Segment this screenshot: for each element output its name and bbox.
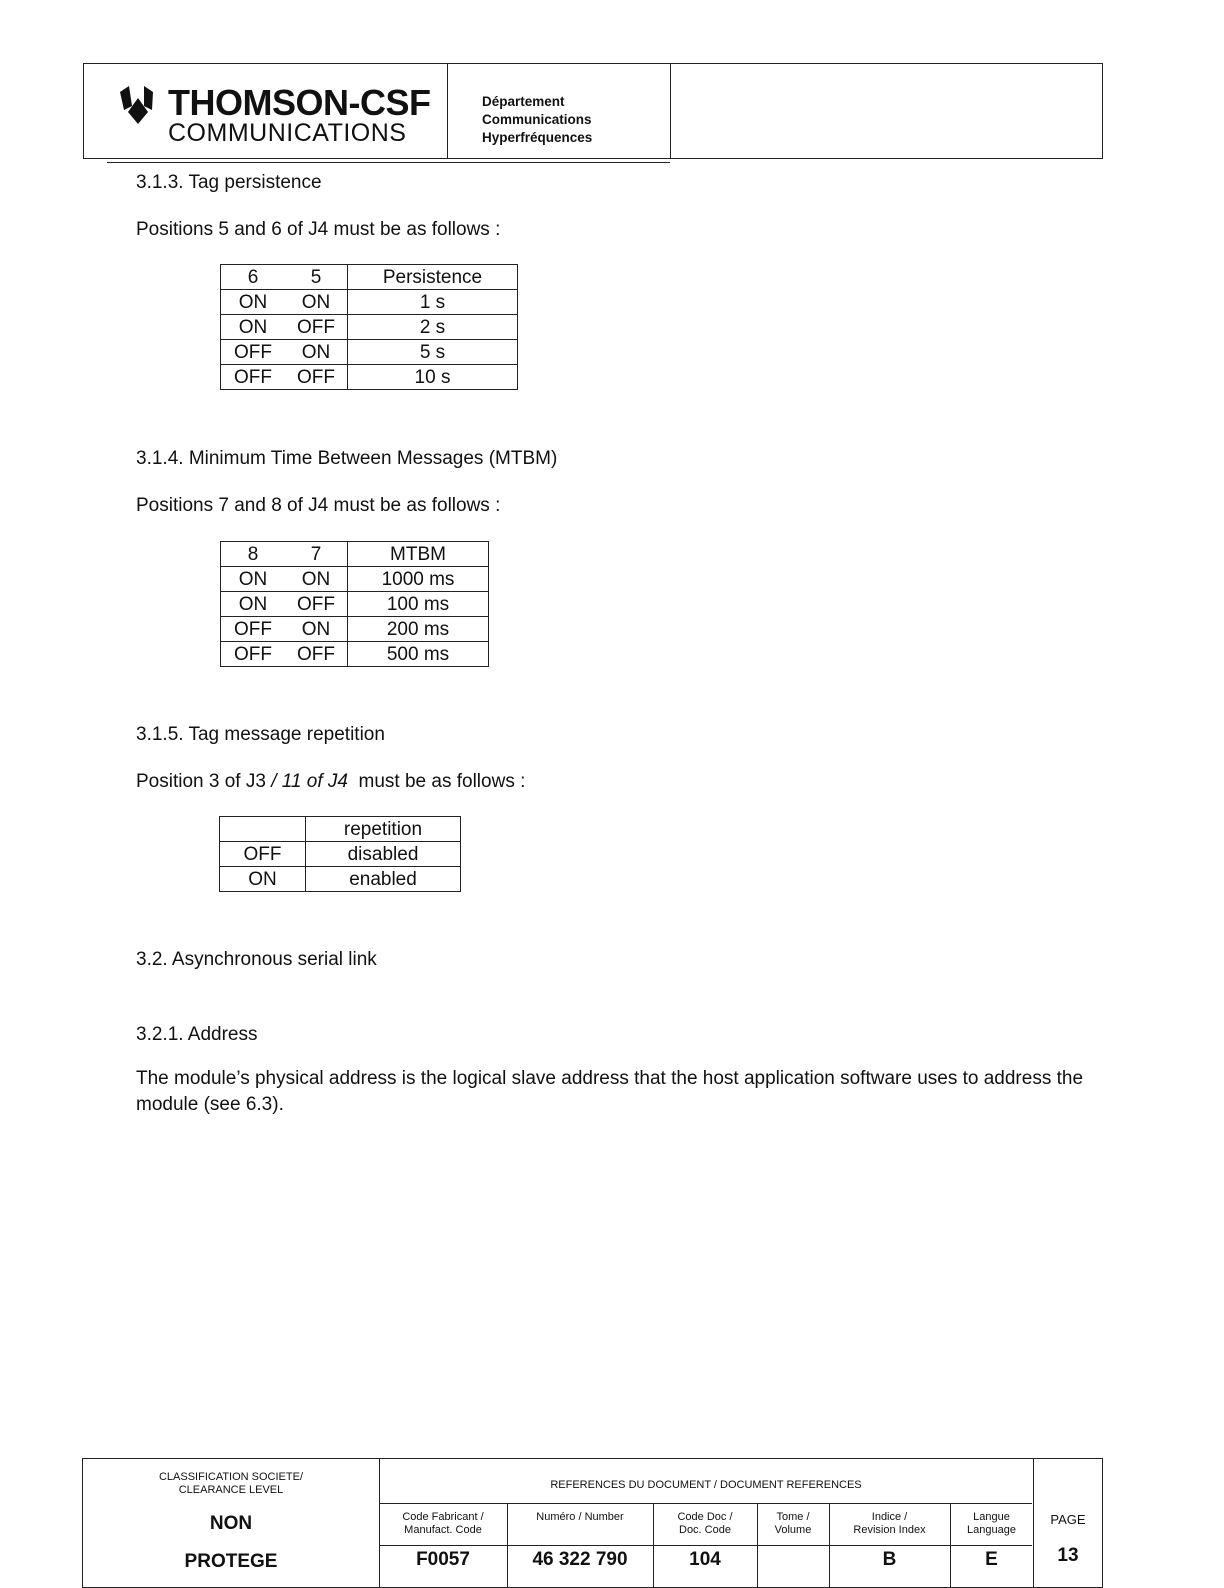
table-cell: ON [221, 592, 286, 617]
volume-label: Tome / Volume [774, 1511, 812, 1536]
table-cell: 100 ms [348, 592, 489, 617]
table-cell: OFF [285, 315, 348, 340]
table-cell: ON [221, 290, 286, 315]
table-row [221, 592, 489, 617]
section-heading-3-1-4: 3.1.4. Minimum Time Between Messages (MTBM) [136, 448, 558, 469]
department-line: Département [482, 94, 565, 109]
revision-index-label: Indice / Revision Index [853, 1511, 926, 1536]
department-block [482, 93, 592, 147]
table-cell: 1000 ms [348, 567, 489, 592]
page-number: 13 [1057, 1545, 1079, 1566]
table-header-row [221, 542, 489, 567]
footer-frame [82, 1458, 1103, 1588]
table-row [221, 290, 518, 315]
page-label: PAGE [1050, 1512, 1086, 1527]
manufacturer-code-label: Code Fabricant / Manufact. Code [402, 1511, 484, 1536]
section-intro-3-1-5 [136, 770, 525, 794]
table-cell: OFF [221, 365, 286, 390]
header-divider [107, 162, 670, 163]
clearance-value-line2: PROTEGE [184, 1551, 278, 1572]
table-header-cell [220, 817, 306, 842]
number-value: 46 322 790 [532, 1549, 628, 1570]
doc-code-label: Code Doc / Doc. Code [677, 1511, 733, 1536]
table-header-row [220, 817, 461, 842]
table-header-cell: repetition [306, 817, 461, 842]
table-cell: ON [220, 867, 306, 892]
section-heading-3-1-5: 3.1.5. Tag message repetition [136, 724, 385, 745]
table-cell: 1 s [348, 290, 518, 315]
intro-italic-text: / 11 of J4 [271, 771, 348, 792]
section-heading-3-2-1: 3.2.1. Address [136, 1024, 258, 1045]
table-row [220, 842, 461, 867]
table-cell: OFF [221, 617, 286, 642]
intro-text: must be as follows : [347, 771, 526, 792]
number-label: Numéro / Number [536, 1511, 624, 1523]
table-cell: OFF [285, 592, 348, 617]
section-paragraph-3-2-1: The module’s physical address is the logical slave address that the host application software uses to address the module (see 6.3). [136, 1068, 1084, 1115]
table-row [221, 642, 489, 667]
company-division: COMMUNICATIONS [168, 119, 407, 147]
section-heading-3-1-3: 3.1.3. Tag persistence [136, 172, 322, 193]
table-header-cell: 6 [221, 265, 286, 290]
section-heading-3-2: 3.2. Asynchronous serial link [136, 949, 377, 970]
language-label: Langue Language [967, 1511, 1016, 1536]
table-cell: enabled [306, 867, 461, 892]
table-cell: disabled [306, 842, 461, 867]
section-intro-3-1-3: Positions 5 and 6 of J4 must be as follows : [136, 219, 501, 240]
table-header-cell: 8 [221, 542, 286, 567]
department-line: Hyperfréquences [482, 130, 593, 145]
table-cell: ON [221, 567, 286, 592]
table-cell: ON [285, 567, 348, 592]
table-header-cell: MTBM [348, 542, 489, 567]
table-cell: ON [221, 315, 286, 340]
repetition-table [219, 816, 461, 892]
table-cell: OFF [220, 842, 306, 867]
department-line: Communications [482, 112, 592, 127]
mtbm-table [220, 541, 489, 667]
table-cell: OFF [221, 642, 286, 667]
persistence-table [220, 264, 518, 390]
table-cell: ON [285, 340, 348, 365]
table-cell: OFF [221, 340, 286, 365]
table-row [221, 340, 518, 365]
table-cell: 5 s [348, 340, 518, 365]
manufacturer-code-value: F0057 [416, 1549, 470, 1570]
references-title: REFERENCES DU DOCUMENT / DOCUMENT REFERENCES [550, 1479, 862, 1491]
revision-index-value: B [882, 1549, 897, 1570]
clearance-value-line1: NON [209, 1513, 253, 1534]
table-cell: 10 s [348, 365, 518, 390]
intro-text: Position 3 of J3 [136, 771, 272, 792]
table-cell: ON [285, 617, 348, 642]
doc-code-value: 104 [689, 1549, 721, 1570]
clearance-label: CLASSIFICATION SOCIETE/ CLEARANCE LEVEL [158, 1471, 304, 1496]
table-header-row [221, 265, 518, 290]
language-value: E [985, 1549, 998, 1570]
section-intro-3-1-4: Positions 7 and 8 of J4 must be as follows : [136, 495, 501, 516]
table-cell: ON [285, 290, 348, 315]
table-cell: OFF [285, 642, 348, 667]
table-header-cell: 5 [285, 265, 348, 290]
thomson-logo-icon [116, 84, 160, 128]
table-cell: 500 ms [348, 642, 489, 667]
table-row [220, 867, 461, 892]
table-row [221, 315, 518, 340]
table-header-cell: Persistence [348, 265, 518, 290]
table-cell: 200 ms [348, 617, 489, 642]
table-cell: 2 s [348, 315, 518, 340]
table-cell: OFF [285, 365, 348, 390]
table-row [221, 567, 489, 592]
table-row [221, 617, 489, 642]
table-header-cell: 7 [285, 542, 348, 567]
table-row [221, 365, 518, 390]
company-name: THOMSON-CSF [168, 82, 431, 123]
